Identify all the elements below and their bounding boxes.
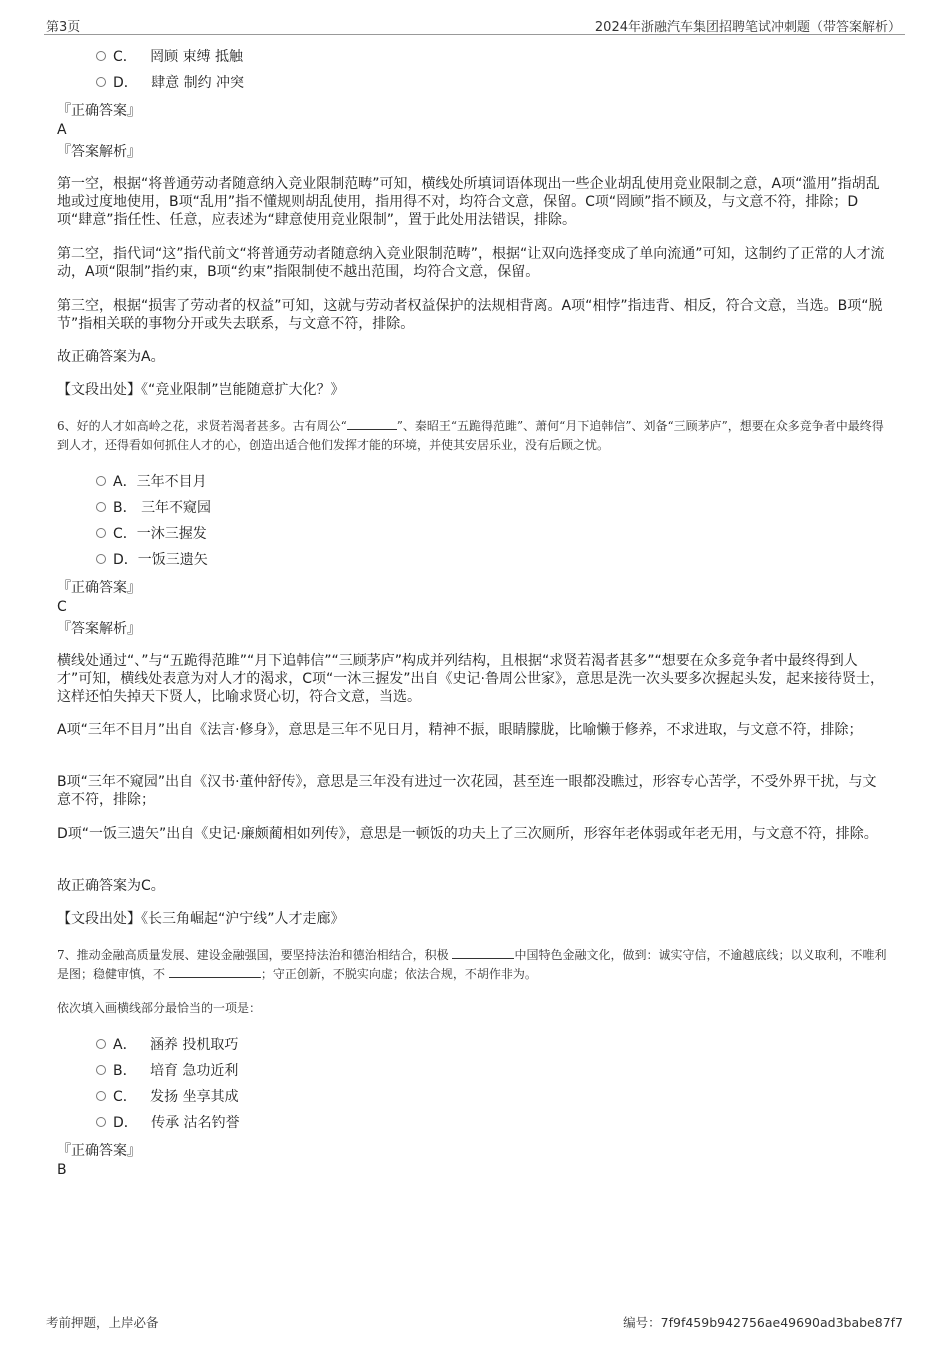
q6-option-a[interactable]: A．三年不目月 (96, 472, 207, 492)
q5-source: 【文段出处】《“竞业限制”岂能随意扩大化？》 (57, 382, 345, 398)
page-footer (44, 1313, 905, 1329)
q6-analysis-paragraph-1: 横线处通过“、”与“五跪得范雎”“月下追韩信”“三顾茅庐”构成并列结构，且根据“求贤若渴者甚多”“想要在众多竞争者中最终得到人才”可知，横线处表意为对人才的渴求，C项“一沐三握发”出自《史记·鲁周公世家》，意思是洗一次头要多次握起头发，起来接待贤士，这样还怕失掉天下贤人，比喻求贤心切，符合文意，当选。 (57, 653, 884, 705)
q6-source: 【文段出处】《长三角崛起“沪宁线”人才走廊》 (57, 911, 345, 927)
radio-icon[interactable] (96, 554, 106, 564)
q6-conclusion: 故正确答案为C。 (57, 878, 165, 894)
q6-option-c[interactable]: C．一沐三握发 (96, 524, 207, 544)
radio-icon[interactable] (96, 1117, 106, 1127)
radio-icon[interactable] (96, 1065, 106, 1075)
q5-analysis-paragraph-1: 第一空，根据“将普通劳动者随意纳入竞业限制范畴”可知，横线处所填词语体现出一些企业胡乱使用竞业限制之意，A项“滥用”指胡乱地或过度地使用，B项“乱用”指不懂规则胡乱使用，指用得不对，均符合文意，保留。C项“罔顾”指不顾及，与文意不符，排除；D项“肆意”指任性、任意，应表述为“肆意使用竞业限制”，置于此处用法错误，排除。 (57, 176, 880, 228)
q7-answer-label: 『正确答案』 (57, 1143, 141, 1159)
footer-slogan: 考前押题，上岸必备 (46, 1315, 159, 1330)
q6-stem: 6、好的人才如高岭之花，求贤若渴者甚多。古有周公“ ”、秦昭王“五跪得范雎”、萧何“月下追韩信”、刘备“三顾茅庐”，想要在众多竞争者中最终得到人才，还得看如何抓住人才的心，创造出适合他们发挥才能的环境，并使其安居乐业，没有后顾之忧。 (57, 419, 884, 452)
q6-answer: C (57, 599, 67, 615)
q6-option-d[interactable]: D．一饭三遗矢 (96, 550, 208, 570)
q6-answer-label: 『正确答案』 (57, 580, 141, 596)
radio-icon[interactable] (96, 476, 106, 486)
q7-option-a[interactable]: A． 涵养 投机取巧 (96, 1035, 238, 1055)
q5-option-d[interactable]: D． 肆意 制约 冲突 (96, 73, 244, 93)
q7-option-b[interactable]: B． 培育 急功近利 (96, 1061, 238, 1081)
q7-option-c[interactable]: C． 发扬 坐享其成 (96, 1087, 239, 1107)
q5-conclusion: 故正确答案为A。 (57, 349, 165, 365)
q7-prompt: 依次填入画横线部分最恰当的一项是： (57, 1001, 262, 1015)
q6-analysis-label: 『答案解析』 (57, 621, 141, 637)
q5-analysis-label: 『答案解析』 (57, 144, 141, 160)
q7-answer: B (57, 1162, 67, 1178)
document-id: 编号：7f9f459b942756ae49690ad3babe87f7 (623, 1315, 903, 1330)
q5-analysis-paragraph-2: 第二空，指代词“这”指代前文“将普通劳动者随意纳入竞业限制范畴”，根据“让双向选择变成了单向流通”可知，这制约了正常的人才流动，A项“限制”指约束，B项“约束”指限制使不越出范围，均符合文意，保留。 (57, 246, 885, 280)
fill-blank (347, 417, 397, 430)
q5-answer: A (57, 122, 67, 138)
q7-option-d[interactable]: D． 传承 沽名钓誉 (96, 1113, 240, 1133)
q6-analysis-paragraph-4: D项“一饭三遗矢”出自《史记·廉颇蔺相如列传》，意思是一顿饭的功夫上了三次厕所，形容年老体弱或年老无用，与文意不符，排除。 (57, 826, 878, 842)
page-number: 第3页 (46, 20, 81, 35)
radio-icon[interactable] (96, 77, 106, 87)
document-title: 2024年浙融汽车集团招聘笔试冲刺题（带答案解析） (594, 20, 901, 35)
fill-blank (169, 965, 261, 978)
page-header (44, 14, 905, 35)
q5-option-c[interactable]: C． 罔顾 束缚 抵触 (96, 47, 243, 67)
q5-answer-label: 『正确答案』 (57, 103, 141, 119)
radio-icon[interactable] (96, 51, 106, 61)
q6-analysis-paragraph-2: A项“三年不目月”出自《法言·修身》，意思是三年不见日月，精神不振，眼睛朦胧，比喻懒于修养，不求进取，与文意不符，排除； (57, 722, 863, 738)
q6-analysis-paragraph-3: B项“三年不窥园”出自《汉书·董仲舒传》，意思是三年没有进过一次花园，甚至连一眼都没瞧过，形容专心苦学，不受外界干扰，与文意不符，排除； (57, 774, 877, 808)
radio-icon[interactable] (96, 528, 106, 538)
q6-option-b[interactable]: B． 三年不窥园 (96, 498, 211, 518)
radio-icon[interactable] (96, 502, 106, 512)
q5-analysis-paragraph-3: 第三空，根据“损害了劳动者的权益”可知，这就与劳动者权益保护的法规相背离。A项“相悖”指违背、相反，符合文意，当选。B项“脱节”指相关联的事物分开或失去联系，与文意不符，排除。 (57, 298, 883, 332)
radio-icon[interactable] (96, 1039, 106, 1049)
fill-blank (452, 946, 514, 959)
radio-icon[interactable] (96, 1091, 106, 1101)
q7-stem: 7、推动金融高质量发展、建设金融强国，要坚持法治和德治相结合，积极 中国特色金融文化，做到：诚实守信，不逾越底线；以义取利，不唯利是图；稳健审慎，不 ；守正创新，不脱实向虚；依法合规，不胡作非为。 (57, 948, 887, 981)
